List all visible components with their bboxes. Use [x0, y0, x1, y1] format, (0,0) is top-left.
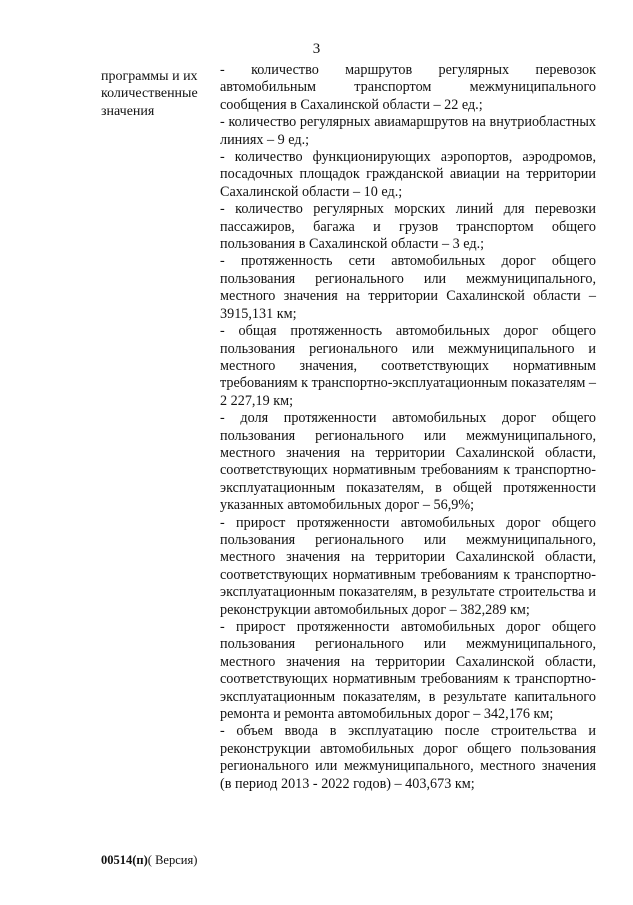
page-number: 3 [312, 41, 321, 57]
indicator-item: - объем ввода в эксплуатацию после строительства и реконструкции автомобильных дорог общего пользования регионального или межмуниципального, местного значения (в период 2013 - 2022 годов) – 403,673 км; [220, 723, 596, 792]
indicator-item: - протяженность сети автомобильных дорог общего пользования регионального или межмуниципального, местного значения на территории Сахалинской области – 3915,131 км; [220, 253, 596, 322]
document-version: ( Версия) [147, 853, 198, 867]
section-label-line-3: значения [101, 103, 155, 119]
indicator-item: - количество функционирующих аэропортов, аэродромов, посадочных площадок гражданской авиации на территории Сахалинской области – 10 ед.; [220, 149, 596, 200]
indicator-item: - прирост протяженности автомобильных дорог общего пользования регионального или межмуниципального, местного значения на территории Сахалинской области, соответствующих нормативным требованиям к транспортно-эксплуатационным показателям, в результате капитального ремонта и ремонта автомобильных дорог – 342,176 км; [220, 619, 596, 723]
section-label-line-1: программы и их [101, 69, 198, 84]
document-code: 00514(п) [101, 853, 148, 867]
section-label [101, 68, 219, 120]
indicator-item: - общая протяженность автомобильных дорог общего пользования регионального или межмуниципального и местного значения, соответствующих нормативным требованиям к транспортно-эксплуатационным показателям – 2 227,19 км; [220, 323, 596, 409]
document-footer [101, 853, 197, 868]
indicator-item: - доля протяженности автомобильных дорог общего пользования регионального или межмуниципального, местного значения на территории Сахалинской области, соответствующих нормативным требованиям к транспортно-эксплуатационным показателям, в общей протяженности указанных автомобильных дорог – 56,9%; [220, 410, 596, 514]
section-label-line-2: количественные [101, 86, 198, 102]
indicator-item: - количество маршрутов регулярных перевозок автомобильным транспортом межмуниципального сообщения в Сахалинской области – 22 ед.; [220, 62, 596, 113]
indicator-list [220, 62, 596, 793]
indicator-item: - количество регулярных авиамаршрутов на внутриобластных линиях – 9 ед.; [220, 114, 596, 148]
indicator-item: - количество регулярных морских линий для перевозки пассажиров, багажа и грузов транспортом общего пользования в Сахалинской области – 3 ед.; [220, 201, 596, 253]
indicator-item: - прирост протяженности автомобильных дорог общего пользования регионального или межмуниципального, местного значения на территории Сахалинской области, соответствующих нормативным требованиям к транспортно-эксплуатационным показателям, в результате строительства и реконструкции автомобильных дорог – 382,289 км; [220, 514, 596, 618]
